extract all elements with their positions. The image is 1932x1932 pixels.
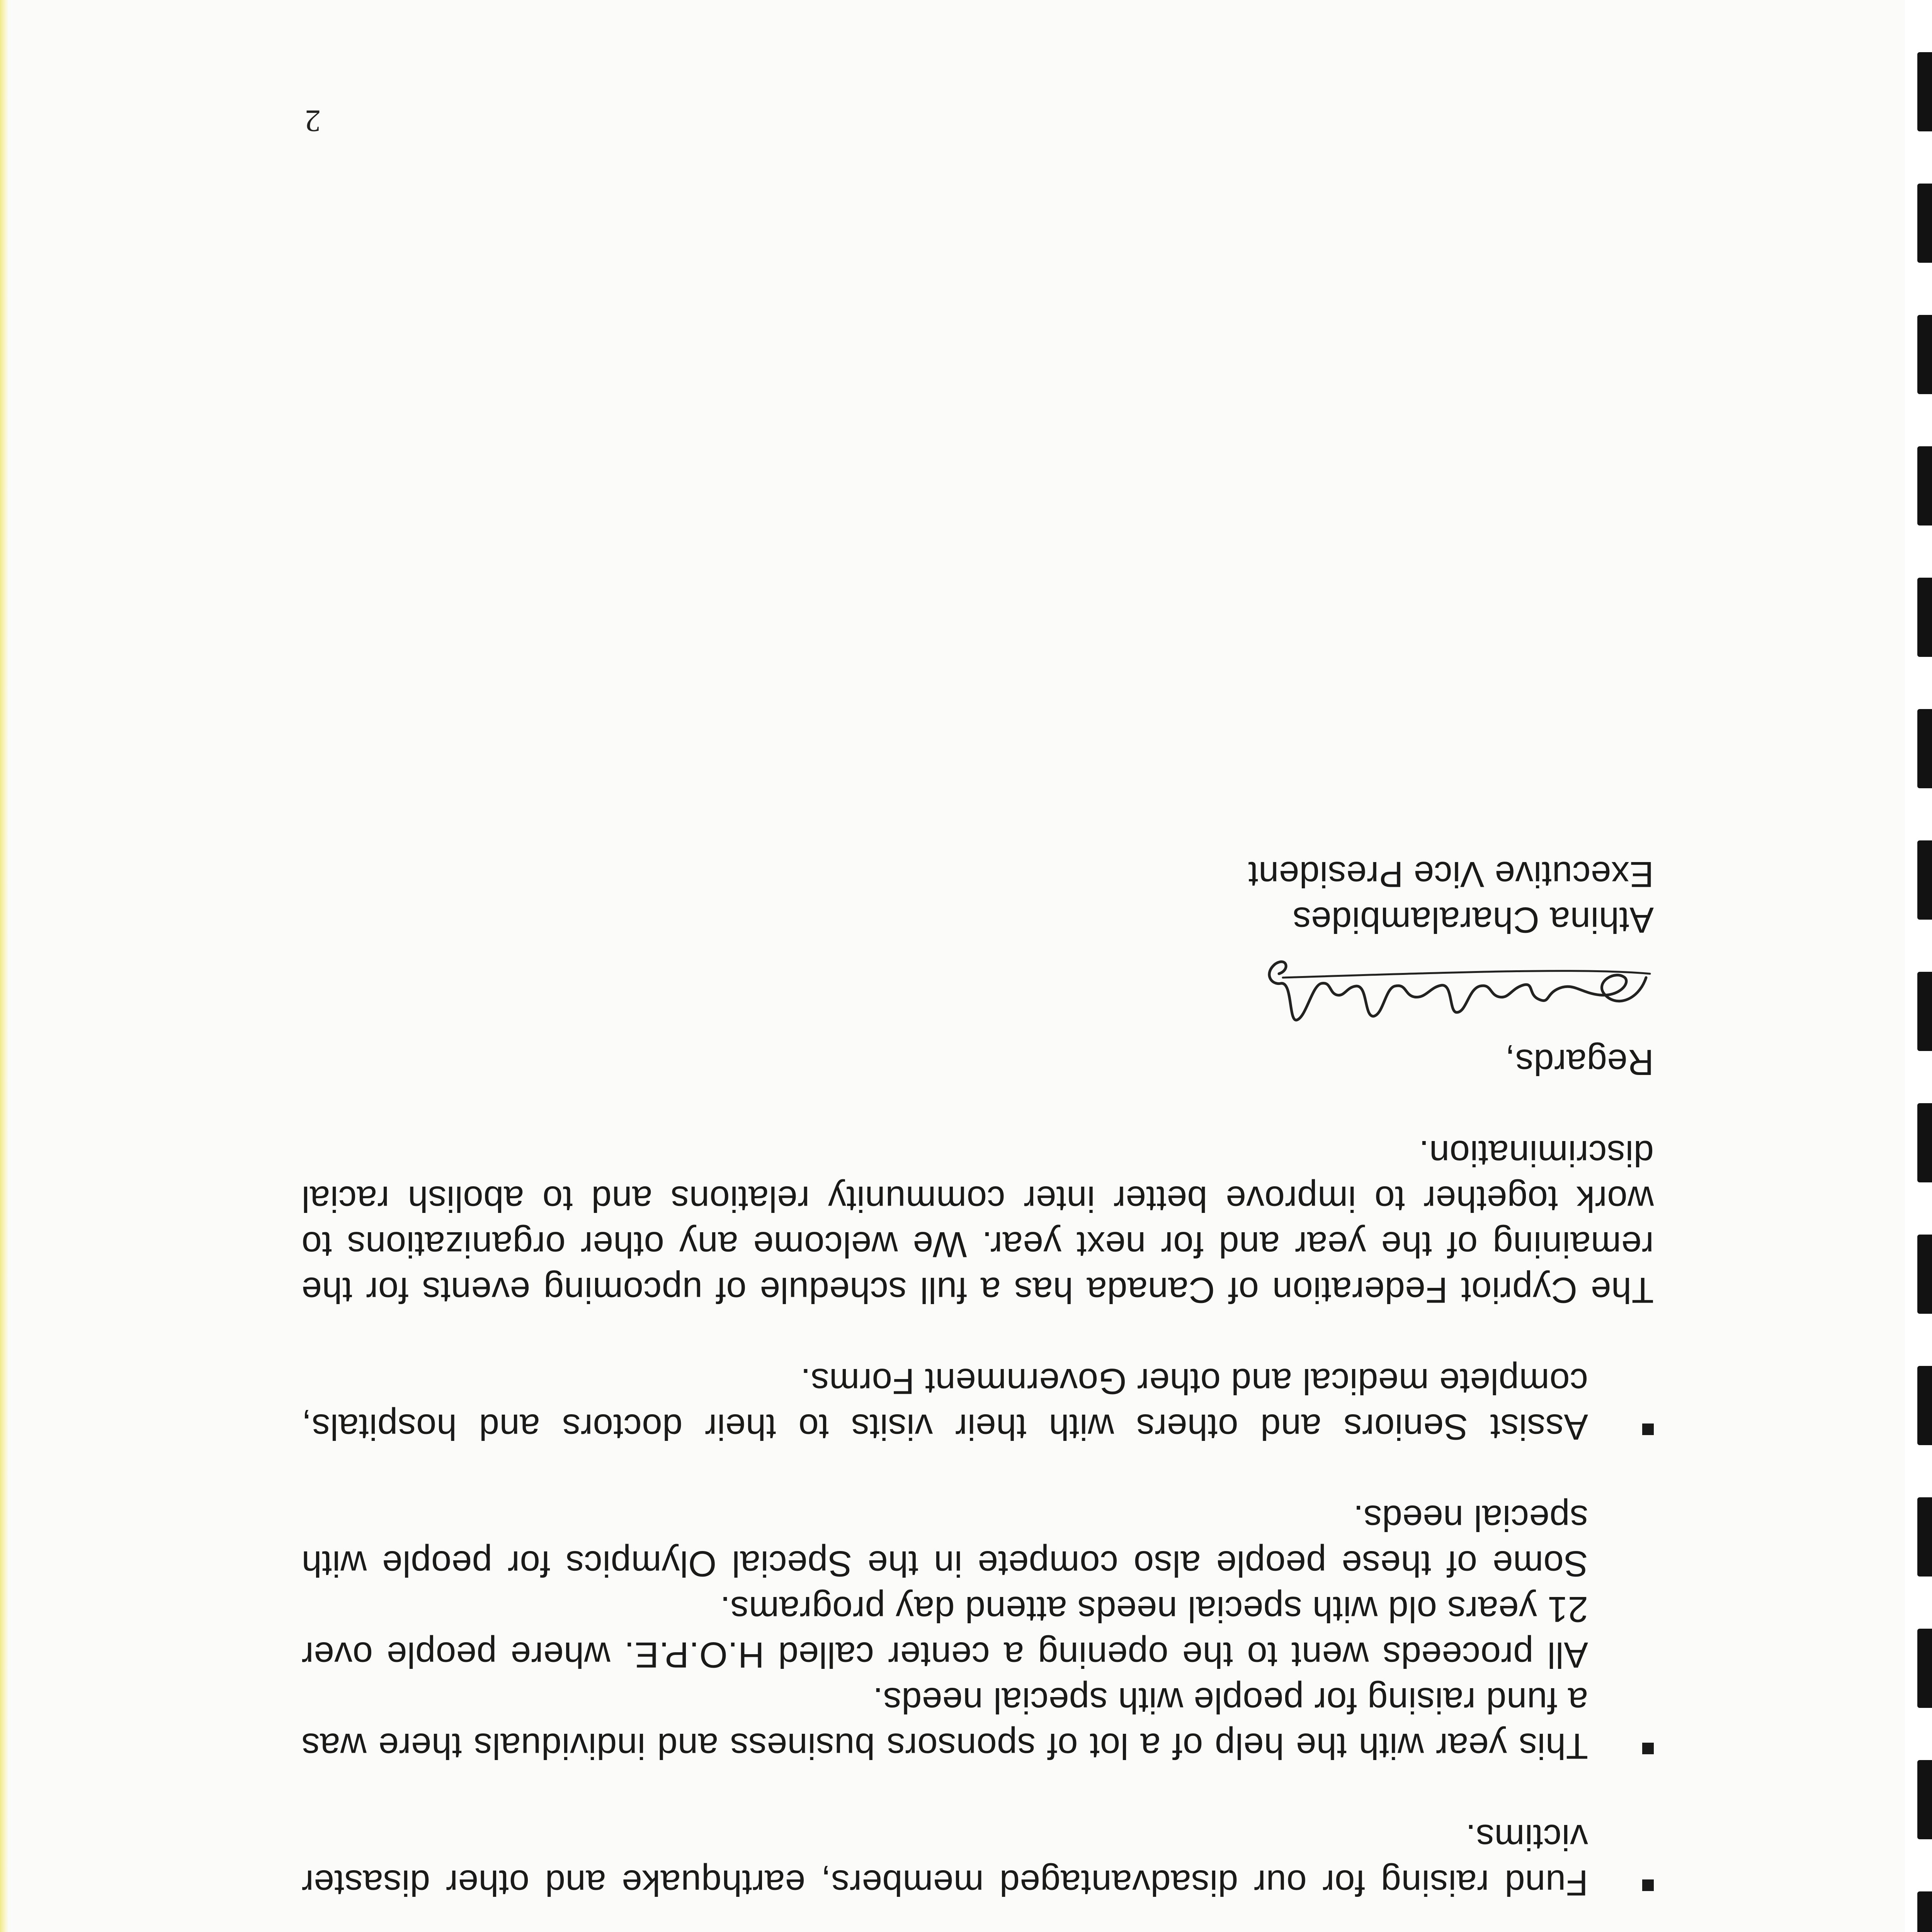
bullet-square-icon — [1642, 1423, 1654, 1435]
bullet-square-icon — [1642, 1743, 1654, 1754]
signoff-block — [301, 852, 1654, 1085]
list-item-text: Fund raising for our disadvantaged members, earthquake and other disaster victims. — [301, 1817, 1588, 1903]
handwritten-signature — [1217, 943, 1662, 1036]
hope-paragraph: All proceeds went to the opening a center called H.O.P.E. where people over 21 years old with special needs attend day programs. — [301, 1589, 1588, 1675]
binding-hole — [1917, 1497, 1932, 1577]
signatory-name: Athina Charalambides — [1293, 900, 1654, 940]
binding-hole — [1917, 840, 1932, 920]
olympics-paragraph: Some of these people also compete in the Special Olympics for people with special needs. — [301, 1498, 1588, 1584]
binding-hole — [1917, 1235, 1932, 1314]
page-number: 2 — [305, 104, 321, 139]
binding-hole — [1917, 315, 1932, 394]
letter-body — [301, 852, 1654, 1932]
list-item-text: Assist Seniors and others with their visits to their doctors and hospitals, complete medical and other Government Forms. — [301, 1361, 1588, 1447]
binding-hole — [1917, 578, 1932, 657]
closing-paragraph: The Cypriot Federation of Canada has a full schedule of upcoming events for the remaining of the year and for next year. We welcome any other organizations to work together to improve better inter community relations and to abolish racial discrimination. — [301, 1133, 1654, 1311]
list-item — [301, 1495, 1654, 1769]
binding-hole — [1917, 1760, 1932, 1839]
binding-hole — [1917, 446, 1932, 526]
binding-hole — [1917, 52, 1932, 131]
binding-hole — [1917, 1629, 1932, 1708]
binding-hole — [1917, 972, 1932, 1051]
binding-hole — [1917, 1103, 1932, 1182]
binding-hole — [1917, 1366, 1932, 1445]
list-item-text: This year with the help of a lot of sponsors business and individuals there was a fund raising for people with special needs. — [301, 1680, 1588, 1767]
bullet-list — [301, 1359, 1654, 1932]
binding-hole — [1917, 1891, 1932, 1932]
regards-text: Regards, — [1505, 1042, 1654, 1083]
bullet-square-icon — [1642, 1879, 1654, 1891]
binding-hole — [1917, 184, 1932, 263]
list-item — [301, 1359, 1654, 1450]
binding-holes-strip — [1905, 0, 1932, 1932]
binding-hole — [1917, 709, 1932, 788]
signatory-title: Executive Vice President — [1248, 854, 1654, 895]
list-item — [301, 1815, 1654, 1906]
page-edge-tint — [0, 0, 9, 1932]
